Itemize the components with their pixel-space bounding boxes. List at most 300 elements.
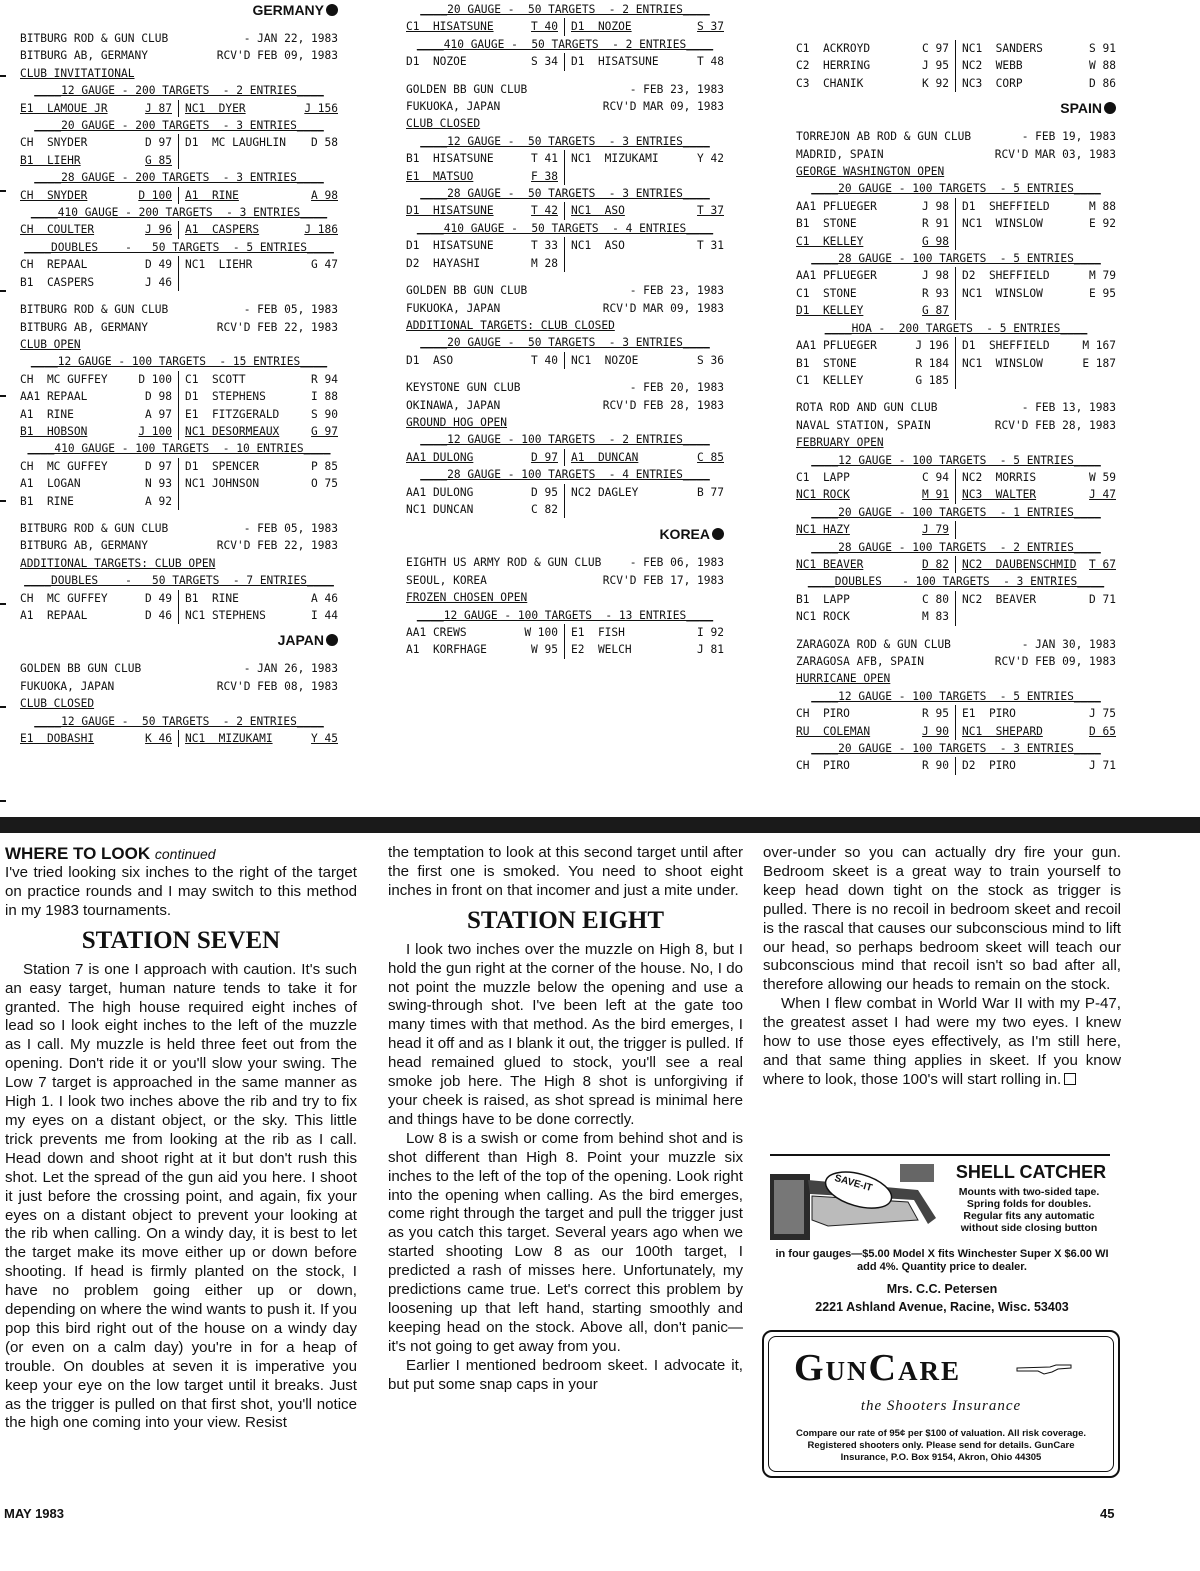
shooter: E1 PIRO <box>962 707 1016 721</box>
gauge-line: ____20 GAUGE - 100 TARGETS - 3 ENTRIES____ <box>811 742 1101 756</box>
score-left <box>20 221 179 238</box>
article-paragraph: over-under so you can actually dry fire your gun. Bedroom skeet is a great way to train yourself to keep head down tight on the stock as trigger is pulled. There is no recoil in bedroom skeet and recoil is the rascal that causes our subconscious mind to lift our head, so perhaps bedroom skeet will teach our subconscious mind that recoil isn't so bad after all, therefore allowing our heads to remain on the stock. <box>763 844 1121 994</box>
score: A 98 <box>311 188 338 202</box>
club-result <box>796 128 1116 389</box>
club-location <box>406 397 724 414</box>
club-result <box>20 30 338 291</box>
score-right <box>179 423 338 440</box>
location: FUKUOKA, JAPAN <box>406 301 501 315</box>
section-heading-station-eight: STATION EIGHT <box>466 906 665 934</box>
gauge-line: ____12 GAUGE - 100 TARGETS - 15 ENTRIES____ <box>30 355 328 369</box>
score: C 97 <box>922 42 949 55</box>
score-row <box>406 202 724 219</box>
country-name: KOREA <box>659 526 710 543</box>
score: C 82 <box>531 502 558 516</box>
club-name: BITBURG ROD & GUN CLUB <box>20 521 169 535</box>
score-left <box>796 40 956 57</box>
score-left <box>20 371 179 388</box>
shooter: C1 ACKROYD <box>796 42 871 55</box>
score: D 97 <box>145 459 172 473</box>
score-left <box>20 406 179 423</box>
score-row <box>796 355 1116 372</box>
score: P 85 <box>311 459 338 473</box>
score: D 82 <box>922 557 949 571</box>
club-result <box>796 40 1116 92</box>
score: B 77 <box>697 485 724 499</box>
shooter: NC1 HAZY <box>796 523 850 537</box>
event-date: - FEB 05, 1983 <box>243 521 338 535</box>
score-right <box>956 285 1116 302</box>
score: D 49 <box>145 591 172 605</box>
score: I 92 <box>697 626 724 639</box>
score-row <box>796 591 1116 608</box>
location: BITBURG AB, GERMANY <box>20 49 148 63</box>
score-row <box>406 255 724 272</box>
ad-address: 2221 Ashland Avenue, Racine, Wisc. 53403 <box>815 1300 1069 1314</box>
gauge-line: ____DOUBLES - 50 TARGETS - 7 ENTRIES____ <box>24 574 334 588</box>
score: R 91 <box>922 217 949 231</box>
club-header <box>406 379 724 396</box>
score: J 196 <box>915 339 949 353</box>
score-right <box>956 469 1116 486</box>
score: M 79 <box>1089 269 1116 283</box>
score: M 83 <box>922 610 949 624</box>
event-name: ADDITIONAL TARGETS: CLUB OPEN <box>20 556 216 570</box>
score-row <box>796 302 1116 319</box>
save-it-tag: SAVE-IT <box>833 1172 874 1195</box>
score-left <box>406 53 565 70</box>
club-result <box>796 399 1116 625</box>
score-left <box>406 624 565 641</box>
score-right <box>179 100 338 117</box>
score-right <box>956 75 1116 92</box>
margin-mark <box>0 603 6 605</box>
score-right <box>565 168 724 185</box>
event-date: - JAN 30, 1983 <box>1021 637 1116 651</box>
article-paragraph: I've tried looking six inches to the right of the target on practice rounds and I may switch to this method in my 1983 tournaments. <box>5 864 357 919</box>
score-left <box>796 608 956 625</box>
score: D 65 <box>1089 724 1116 738</box>
score: R 93 <box>922 286 949 300</box>
club-header <box>20 660 338 677</box>
shooter: D1 SHEFFIELD <box>962 339 1050 353</box>
shooter: E1 FITZGERALD <box>185 407 280 421</box>
score-row <box>796 521 1116 538</box>
shell-catcher-image <box>768 1160 942 1246</box>
club-location <box>406 98 724 115</box>
club-name: TORREJON AB ROD & GUN CLUB <box>796 130 972 144</box>
shooter: C1 KELLEY <box>796 234 864 248</box>
received-date: RCV'D FEB 28, 1983 <box>994 418 1116 432</box>
shooter: B1 LIEHR <box>20 153 81 167</box>
shooter: CH COULTER <box>20 223 95 237</box>
gauge-line: ____20 GAUGE - 100 TARGETS - 5 ENTRIES____ <box>811 182 1101 196</box>
score: G 85 <box>145 153 172 167</box>
score: J 95 <box>922 59 949 73</box>
shooter: D1 SPENCER <box>185 459 260 473</box>
score-row <box>796 337 1116 354</box>
shooter: E1 MATSUO <box>406 169 474 183</box>
event-date: - FEB 19, 1983 <box>1021 130 1116 144</box>
shooter: CH SNYDER <box>20 188 88 202</box>
score: W 100 <box>524 626 558 639</box>
score-row <box>796 285 1116 302</box>
score-row <box>796 372 1116 389</box>
score-row <box>20 493 338 510</box>
score-row <box>796 233 1116 250</box>
score-right <box>956 521 1116 538</box>
club-header <box>406 81 724 98</box>
score-left <box>406 150 565 167</box>
score: D 49 <box>145 258 172 272</box>
score-row <box>20 423 338 440</box>
score: R 90 <box>922 759 949 773</box>
score-row <box>20 100 338 117</box>
location: MADRID, SPAIN <box>796 147 884 161</box>
score-right <box>956 705 1116 722</box>
shooter: A1 KORFHAGE <box>406 643 487 657</box>
score: G 47 <box>311 258 338 272</box>
shooter: D1 STEPHENS <box>185 390 266 404</box>
score-left <box>796 705 956 722</box>
score-right <box>179 134 338 151</box>
score-right <box>565 237 724 254</box>
shooter: NC1 MIZUKAMI <box>185 732 273 746</box>
score: T 40 <box>531 353 558 367</box>
score-left <box>796 372 956 389</box>
score-left <box>796 486 956 503</box>
score-row <box>796 469 1116 486</box>
score: D 100 <box>138 372 172 386</box>
score: J 186 <box>304 223 338 237</box>
shooter: C1 SCOTT <box>185 372 246 386</box>
shooter: C1 KELLEY <box>796 373 864 387</box>
score-right <box>565 501 724 518</box>
club-result <box>406 81 724 272</box>
score-left <box>20 256 179 273</box>
location: FUKUOKA, JAPAN <box>406 100 501 114</box>
shooter: B1 RINE <box>185 591 239 605</box>
shooter: D2 HAYASHI <box>406 256 481 270</box>
country-name: JAPAN <box>277 632 324 649</box>
event-name: GEORGE WASHINGTON OPEN <box>796 165 945 179</box>
gauge-line: ____28 GAUGE - 50 TARGETS - 3 ENTRIES____ <box>420 187 710 201</box>
gauge-line: ____410 GAUGE - 50 TARGETS - 2 ENTRIES____ <box>416 37 714 51</box>
received-date: RCV'D FEB 28, 1983 <box>602 398 724 412</box>
country-heading <box>20 0 338 20</box>
shooter: NC1 STEPHENS <box>185 609 266 622</box>
score: D 98 <box>145 390 172 404</box>
shooter: AA1 REPAAL <box>20 390 88 404</box>
club-header <box>796 399 1116 416</box>
shooter: NC2 WEBB <box>962 59 1023 73</box>
shooter: C1 STONE <box>796 286 857 300</box>
bullet-icon <box>1104 102 1116 114</box>
shooter: E1 FISH <box>571 626 625 639</box>
score-left <box>796 75 956 92</box>
score: K 46 <box>145 732 172 746</box>
shooter: B1 STONE <box>796 356 857 370</box>
score-row <box>406 150 724 167</box>
score: J 96 <box>145 223 172 237</box>
score-left <box>796 215 956 232</box>
score-left <box>796 521 956 538</box>
gauge-line: ____DOUBLES - 100 TARGETS - 3 ENTRIES____ <box>807 575 1105 589</box>
score: J 81 <box>697 643 724 657</box>
score-right <box>565 352 724 369</box>
club-result <box>406 1 724 71</box>
shooter: D1 ASO <box>406 353 454 367</box>
score-right <box>179 607 338 624</box>
score: S 91 <box>1089 42 1116 55</box>
score-left <box>796 57 956 74</box>
score: S 90 <box>311 407 338 421</box>
club-result <box>406 379 724 518</box>
shooter: CH SNYDER <box>20 136 88 150</box>
score: J 90 <box>922 724 949 738</box>
location: SEOUL, KOREA <box>406 573 487 587</box>
score-right <box>565 53 724 70</box>
score-right <box>565 255 724 272</box>
gauge-line: ____12 GAUGE - 50 TARGETS - 2 ENTRIES____ <box>34 714 324 728</box>
score-row <box>406 501 724 518</box>
score-left <box>20 475 179 492</box>
location: OKINAWA, JAPAN <box>406 398 501 412</box>
score: D 71 <box>1089 592 1116 606</box>
score: D 86 <box>1089 76 1116 90</box>
margin-mark <box>0 75 6 77</box>
score-right <box>956 337 1116 354</box>
margin-mark <box>0 500 6 502</box>
ad-tagline: the Shooters Insurance <box>860 1398 1022 1414</box>
event-date: - JAN 22, 1983 <box>243 32 338 45</box>
score: J 87 <box>145 101 172 115</box>
score-right <box>179 371 338 388</box>
score-row <box>20 371 338 388</box>
event-date: - FEB 13, 1983 <box>1021 401 1116 415</box>
shooter: AA1 CREWS <box>406 626 467 639</box>
shooter: NC1 ASO <box>571 204 625 218</box>
gauge-line: ____12 GAUGE - 50 TARGETS - 3 ENTRIES____ <box>420 134 710 148</box>
margin-mark <box>0 190 6 192</box>
location: FUKUOKA, JAPAN <box>20 679 115 693</box>
article-column-1 <box>5 844 357 1433</box>
event-date: - FEB 20, 1983 <box>629 381 724 395</box>
score-right <box>956 215 1116 232</box>
shooter: CH PIRO <box>796 759 850 773</box>
shooter: A1 CASPERS <box>185 223 260 237</box>
shooter: D1 KELLEY <box>796 304 864 318</box>
score: J 47 <box>1089 488 1116 502</box>
score: T 40 <box>531 20 558 34</box>
event-date: - FEB 23, 1983 <box>629 284 724 298</box>
club-name: ROTA ROD AND GUN CLUB <box>796 401 938 415</box>
score: W 95 <box>531 643 558 657</box>
club-location <box>406 572 724 589</box>
score: T 37 <box>697 204 724 218</box>
club-location <box>20 47 338 64</box>
score: M 88 <box>1089 199 1116 213</box>
shooter: A1 LOGAN <box>20 477 81 491</box>
score: D 97 <box>145 136 172 150</box>
shooter: AA1 DULONG <box>406 450 474 464</box>
received-date: RCV'D FEB 22, 1983 <box>216 320 338 334</box>
score-left <box>20 730 179 747</box>
received-date: RCV'D FEB 17, 1983 <box>602 573 724 587</box>
ad-fine-print: Compare our rate of 95¢ per $100 of valuation. All risk coverage. Registered shooters only. Please send for details. GunCare Insurance, P.O. Box 9154, Akron, Ohio 44305 <box>795 1428 1087 1463</box>
shooter: AA1 PFLUEGER <box>796 339 877 353</box>
bullet-icon <box>326 634 338 646</box>
gauge-line: ____DOUBLES - 50 TARGETS - 5 ENTRIES____ <box>24 240 334 254</box>
location: NAVAL STATION, SPAIN <box>796 418 931 432</box>
score-left <box>406 168 565 185</box>
score-row <box>796 556 1116 573</box>
article-paragraph: the temptation to look at this second target until after the first one is smoked. You need to shoot eight inches in front on that incomer and just a mite under. <box>388 844 743 899</box>
shooter: CH MC GUFFEY <box>20 591 108 605</box>
club-location <box>20 678 338 695</box>
ad-price: in four gauges—$5.00 Model X fits Winchester Super X $6.00 WI add 4%. Quantity price to dealer. <box>775 1248 1109 1273</box>
score: M 91 <box>922 488 949 502</box>
shooter: D1 HISATSUNE <box>571 55 659 69</box>
score-right <box>179 493 338 510</box>
score-right <box>179 152 338 169</box>
score-left <box>20 152 179 169</box>
score-left <box>20 458 179 475</box>
score: S 37 <box>697 20 724 34</box>
score-left <box>20 134 179 151</box>
event-name: GROUND HOG OPEN <box>406 415 508 429</box>
score-right <box>956 57 1116 74</box>
shooter: A1 DUNCAN <box>571 450 639 464</box>
score: G 185 <box>915 373 949 387</box>
score-row <box>796 608 1116 625</box>
score: G 97 <box>311 424 338 438</box>
score-row <box>406 449 724 466</box>
shooter: D2 SHEFFIELD <box>962 269 1050 283</box>
received-date: RCV'D FEB 08, 1983 <box>216 679 338 693</box>
score-row <box>406 168 724 185</box>
shooter: A1 RINE <box>185 188 239 202</box>
score-left <box>20 187 179 204</box>
score-right <box>956 591 1116 608</box>
shooter: NC1 WINSLOW <box>962 356 1043 370</box>
score-right <box>565 641 724 658</box>
location: BITBURG AB, GERMANY <box>20 539 148 553</box>
section-divider <box>0 817 1200 833</box>
score: R 94 <box>311 372 338 386</box>
country-heading <box>20 630 338 650</box>
article-paragraph: When I flew combat in World War II with my P-47, the greatest asset I had were my two eyes. I knew how to use those eyes effectively, as I'm still here, and that same thing applies in skeet. If you know where to look, those 100's will start rolling in. <box>763 995 1121 1088</box>
gauge-line: ____410 GAUGE - 100 TARGETS - 10 ENTRIES____ <box>27 442 331 456</box>
score: I 88 <box>311 390 338 404</box>
club-header <box>20 301 338 318</box>
shooter: E2 WELCH <box>571 643 632 657</box>
club-result <box>20 520 338 624</box>
score-left <box>796 757 956 774</box>
score-row <box>406 53 724 70</box>
guncare-ad <box>762 1330 1120 1478</box>
club-result <box>796 636 1116 775</box>
scores-column-2 <box>406 3 724 659</box>
score: I 44 <box>311 609 338 622</box>
score: E 95 <box>1089 286 1116 300</box>
gauge-line: ____12 GAUGE - 100 TARGETS - 13 ENTRIES____ <box>416 608 714 622</box>
shooter: NC1 DYER <box>185 101 246 115</box>
event-name: CLUB CLOSED <box>406 117 481 131</box>
score: T 67 <box>1089 557 1116 571</box>
location: ZARAGOSA AFB, SPAIN <box>796 655 924 668</box>
gauge-line: ____28 GAUGE - 100 TARGETS - 2 ENTRIES____ <box>811 540 1101 554</box>
score: E 187 <box>1082 356 1116 370</box>
score-row <box>406 641 724 658</box>
score: G 87 <box>922 304 949 318</box>
club-result <box>20 660 338 747</box>
club-header <box>20 30 338 47</box>
club-location <box>796 653 1116 670</box>
score-left <box>796 723 956 740</box>
score-right <box>565 449 724 466</box>
score-row <box>406 18 724 35</box>
club-location <box>406 300 724 317</box>
score-left <box>20 423 179 440</box>
score: O 75 <box>311 477 338 491</box>
event-name: CLUB CLOSED <box>20 697 95 711</box>
ad-contact-name: Mrs. C.C. Petersen <box>886 1282 998 1296</box>
shooter: CH PIRO <box>796 707 850 721</box>
event-date: - FEB 23, 1983 <box>629 82 724 96</box>
score: D 46 <box>145 609 172 622</box>
score-row <box>406 352 724 369</box>
score: A 46 <box>311 591 338 605</box>
score-right <box>956 608 1116 625</box>
shooter: NC1 LIEHR <box>185 258 253 272</box>
shooter: CH MC GUFFEY <box>20 459 108 473</box>
event-date: - JAN 26, 1983 <box>243 662 338 676</box>
score-row <box>796 215 1116 232</box>
club-name: GOLDEN BB GUN CLUB <box>406 82 528 96</box>
event-date: - FEB 06, 1983 <box>629 556 724 570</box>
score-left <box>20 100 179 117</box>
score: J 79 <box>922 523 949 537</box>
score-left <box>406 255 565 272</box>
shooter: NC1 JOHNSON <box>185 477 260 491</box>
club-header <box>796 636 1116 653</box>
gauge-line: ____20 GAUGE - 50 TARGETS - 3 ENTRIES____ <box>420 336 710 350</box>
score-right <box>956 233 1116 250</box>
rifle-icon <box>1016 1362 1072 1376</box>
score: W 88 <box>1089 59 1116 73</box>
score: T 33 <box>531 239 558 253</box>
score-right <box>956 40 1116 57</box>
score-row <box>796 198 1116 215</box>
event-name: HURRICANE OPEN <box>796 672 891 686</box>
score-left <box>406 237 565 254</box>
score: J 46 <box>145 275 172 289</box>
score-right <box>179 256 338 273</box>
score: C 85 <box>697 450 724 464</box>
score-left <box>796 198 956 215</box>
shooter: NC2 DAUBENSCHMID <box>962 557 1077 571</box>
score-row <box>796 486 1116 503</box>
score-row <box>20 388 338 405</box>
shooter: B1 HISATSUNE <box>406 152 494 166</box>
club-location <box>20 319 338 336</box>
shooter: B1 CASPERS <box>20 275 95 289</box>
club-location <box>20 537 338 554</box>
score-right <box>956 302 1116 319</box>
scores-column-1 <box>20 2 338 747</box>
guncare-logo: GunCare <box>794 1347 962 1389</box>
